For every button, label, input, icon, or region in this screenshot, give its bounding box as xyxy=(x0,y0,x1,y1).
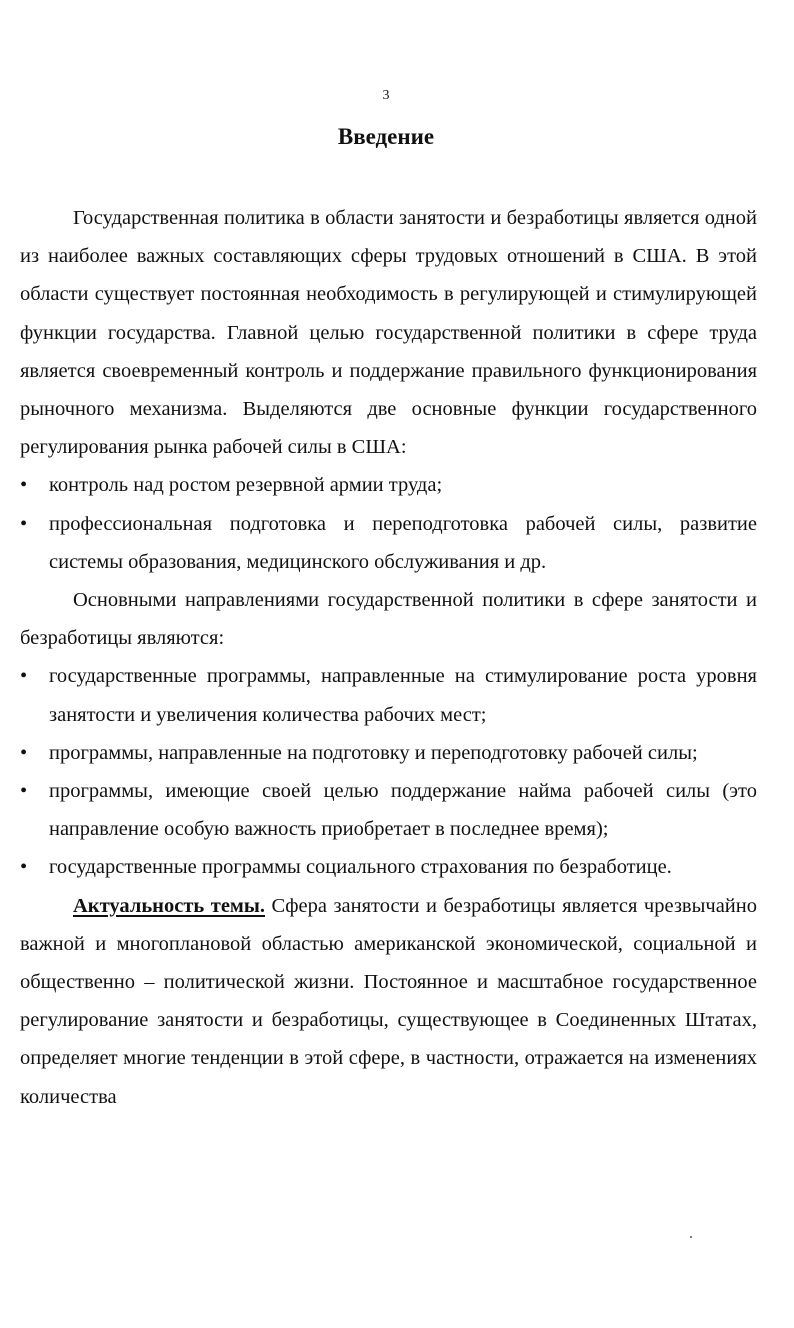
directions-list xyxy=(20,657,757,886)
bullet-icon: • xyxy=(20,780,28,803)
list-item-text: программы, направленные на подготовку и переподготовку рабочей силы; xyxy=(49,741,698,764)
page-number: 3 xyxy=(382,88,390,103)
directions-paragraph: Основными направлениями государственной политики в сфере занятости и безработицы являются: xyxy=(20,589,757,650)
bullet-icon: • xyxy=(20,856,28,879)
list-item-text: программы, имеющие своей целью поддержание найма рабочей силы (это направление особую важность приобретает в последнее время); xyxy=(49,780,757,841)
document-body xyxy=(20,199,757,1116)
list-item xyxy=(20,505,757,581)
relevance-paragraph xyxy=(20,887,757,1116)
bullet-icon: • xyxy=(20,741,28,764)
scan-speck xyxy=(690,1236,692,1238)
list-item-text: государственные программы, направленные на стимулирование роста уровня занятости и увеличения количества рабочих мест; xyxy=(49,665,757,726)
page-title: Введение xyxy=(337,124,435,149)
list-item xyxy=(20,848,757,886)
bullet-icon: • xyxy=(20,512,28,535)
list-item xyxy=(20,734,757,772)
bullet-icon: • xyxy=(20,665,28,688)
functions-list xyxy=(20,466,757,581)
list-item xyxy=(20,657,757,733)
list-item xyxy=(20,466,757,504)
relevance-text: Сфера занятости и безработицы является чрезвычайно важной и многоплановой областью американской экономической, социальной и общественно – политической жизни. Постоянное и масштабное государственное регулирование занятости и безработицы, существующее в Соединенных Штатах, определяет многие тенденции в этой сфере, в частности, отражается на изменениях количества xyxy=(20,894,757,1108)
intro-paragraph: Государственная политика в области занятости и безработицы является одной из наиболее важных составляющих сферы трудовых отношений в США. В этой области существует постоянная необходимость в регулирующей и стимулирующей функции государства. Главной целью государственной политики в сфере труда является своевременный контроль и поддержание правильного функционирования рыночного механизма. Выделяются две основные функции государственного регулирования рынка рабочей силы в США: xyxy=(20,207,757,459)
list-item-text: государственные программы социального страхования по безработице. xyxy=(49,856,672,879)
list-item-text: профессиональная подготовка и переподготовка рабочей силы, развитие системы образования, медицинского обслуживания и др. xyxy=(49,512,757,573)
relevance-heading: Актуальность темы. xyxy=(73,894,266,917)
bullet-icon: • xyxy=(20,474,28,497)
list-item-text: контроль над ростом резервной армии труда; xyxy=(49,474,443,497)
list-item xyxy=(20,772,757,848)
